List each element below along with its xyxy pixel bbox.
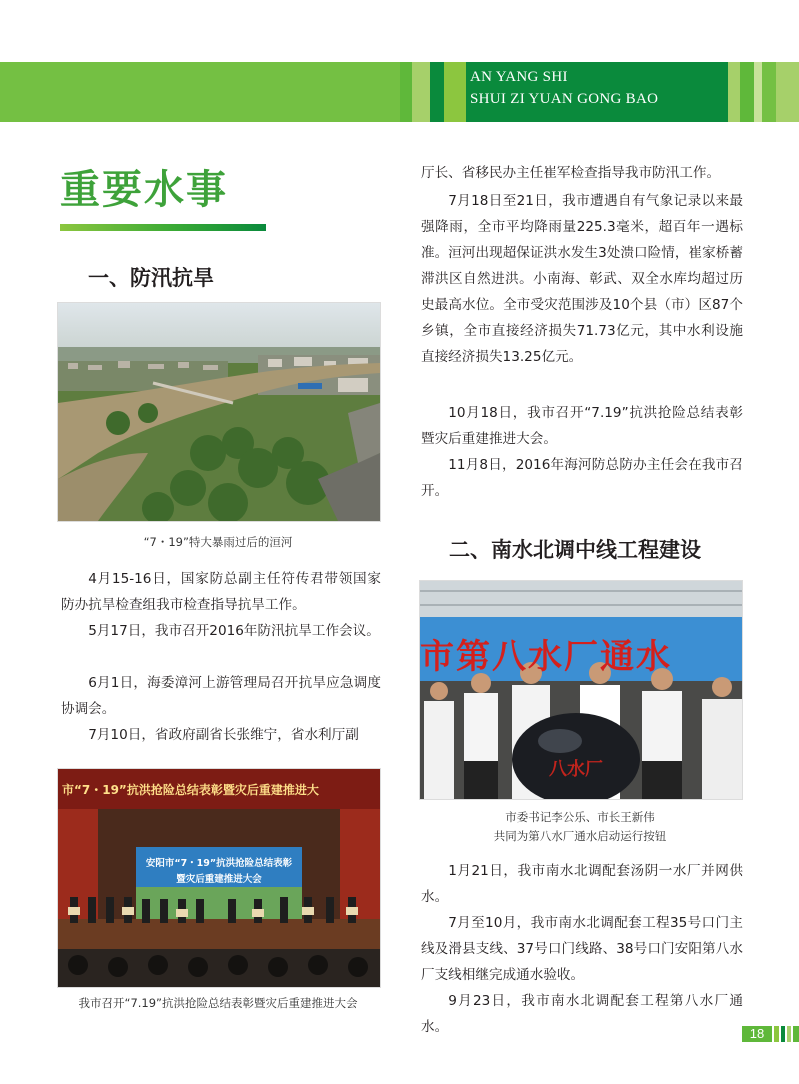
photo-conference-banner-text: 市“7・19”抗洪抢险总结表彰暨灾后重建推进大 [62,783,319,797]
para-may-meeting: 5月17日，我市召开2016年防汛抗旱工作会议。 [88,623,380,639]
photo-caption-ceremony-line1: 市委书记李公乐、市长王新伟 [505,810,655,824]
para-jul-rainstorm: 7月18日至21日，我市遭遇自有气象记录以来最强降雨，全市平均降雨量225.3毫米，超百年一遇标准。洹河出现超保证洪水发生3处溃口险情，崔家桥蓄滞洪区自然进洪。小南海、彰武、双全水库均超过历史最高水位。全市受灾范围涉及10个县（市）区87个乡镇，全市直接经济损失71.73亿元，其中水利设施直接经济损失13.25亿元。 [421,193,743,365]
header-line-2: SHUI ZI YUAN GONG BAO [470,91,659,107]
photo-caption-conference: 我市召开“7.19”抗洪抢险总结表彰暨灾后重建推进大会 [78,996,358,1010]
header-publication-name [470,66,658,110]
photo-conference-screen-line2: 暨灾后重建推进大会 [176,874,262,885]
photo-ceremony-dome-text: 八水厂 [549,759,603,780]
para-jun-coordination: 6月1日，海委漳河上游管理局召开抗旱应急调度协调会。 [61,675,381,717]
flood-river-illustration [58,303,380,521]
para-continuation: 厅长、省移民办主任崔军检查指导我市防汛工作。 [421,165,721,181]
para-apr-drought-inspection: 4月15-16日，国家防总副主任符传君带领国家防办抗旱检查组我市检查指导抗旱工作。 [61,571,381,613]
header-band [0,62,799,122]
photo-caption-ceremony-line2: 共同为第八水厂通水启动运行按钮 [493,829,667,843]
photo-caption-huan-river: “7・19”特大暴雨过后的洹河 [143,535,293,549]
para-jan-tangyin-plant: 1月21日，我市南水北调配套汤阴一水厂并网供水。 [421,863,743,905]
section-heading-flood-drought: 一、防汛抗旱 [88,266,214,290]
section-heading-south-north-water: 二、南水北调中线工程建设 [449,538,701,562]
page-title: 重要水事 [60,167,228,213]
photo-water-plant-ceremony [419,580,743,800]
header-line-1: AN YANG SHI [470,69,568,85]
para-sep-eighth-plant: 9月23日，我市南水北调配套工程第八水厂通水。 [421,993,743,1035]
photo-caption-ceremony [419,808,741,846]
photo-conference-screen-line1: 安阳市“7・19”抗洪抢险总结表彰 [145,858,293,869]
para-oct-conference: 10月18日，我市召开“7.19”抗洪抢险总结表彰暨灾后重建推进大会。 [421,405,743,447]
title-underline [60,224,266,231]
para-jul-inspection: 7月10日，省政府副省长张维宁，省水利厅副 [88,727,359,743]
para-nov-haihe-meeting: 11月8日，2016年海河防总防办主任会在我市召开。 [421,457,743,499]
para-jul-oct-acceptance: 7月至10月，我市南水北调配套工程35号口门主线及滑县支线、37号口门线路、38号口门安阳第八水厂支线相继完成通水验收。 [421,915,743,983]
photo-flooded-huan-river [57,302,381,522]
photo-ceremony-banner-text: 市第八水厂通水 [420,637,672,677]
photo-commendation-conference [57,768,381,988]
page-number: 18 [742,1026,772,1042]
page-number-stripes [774,1026,799,1042]
